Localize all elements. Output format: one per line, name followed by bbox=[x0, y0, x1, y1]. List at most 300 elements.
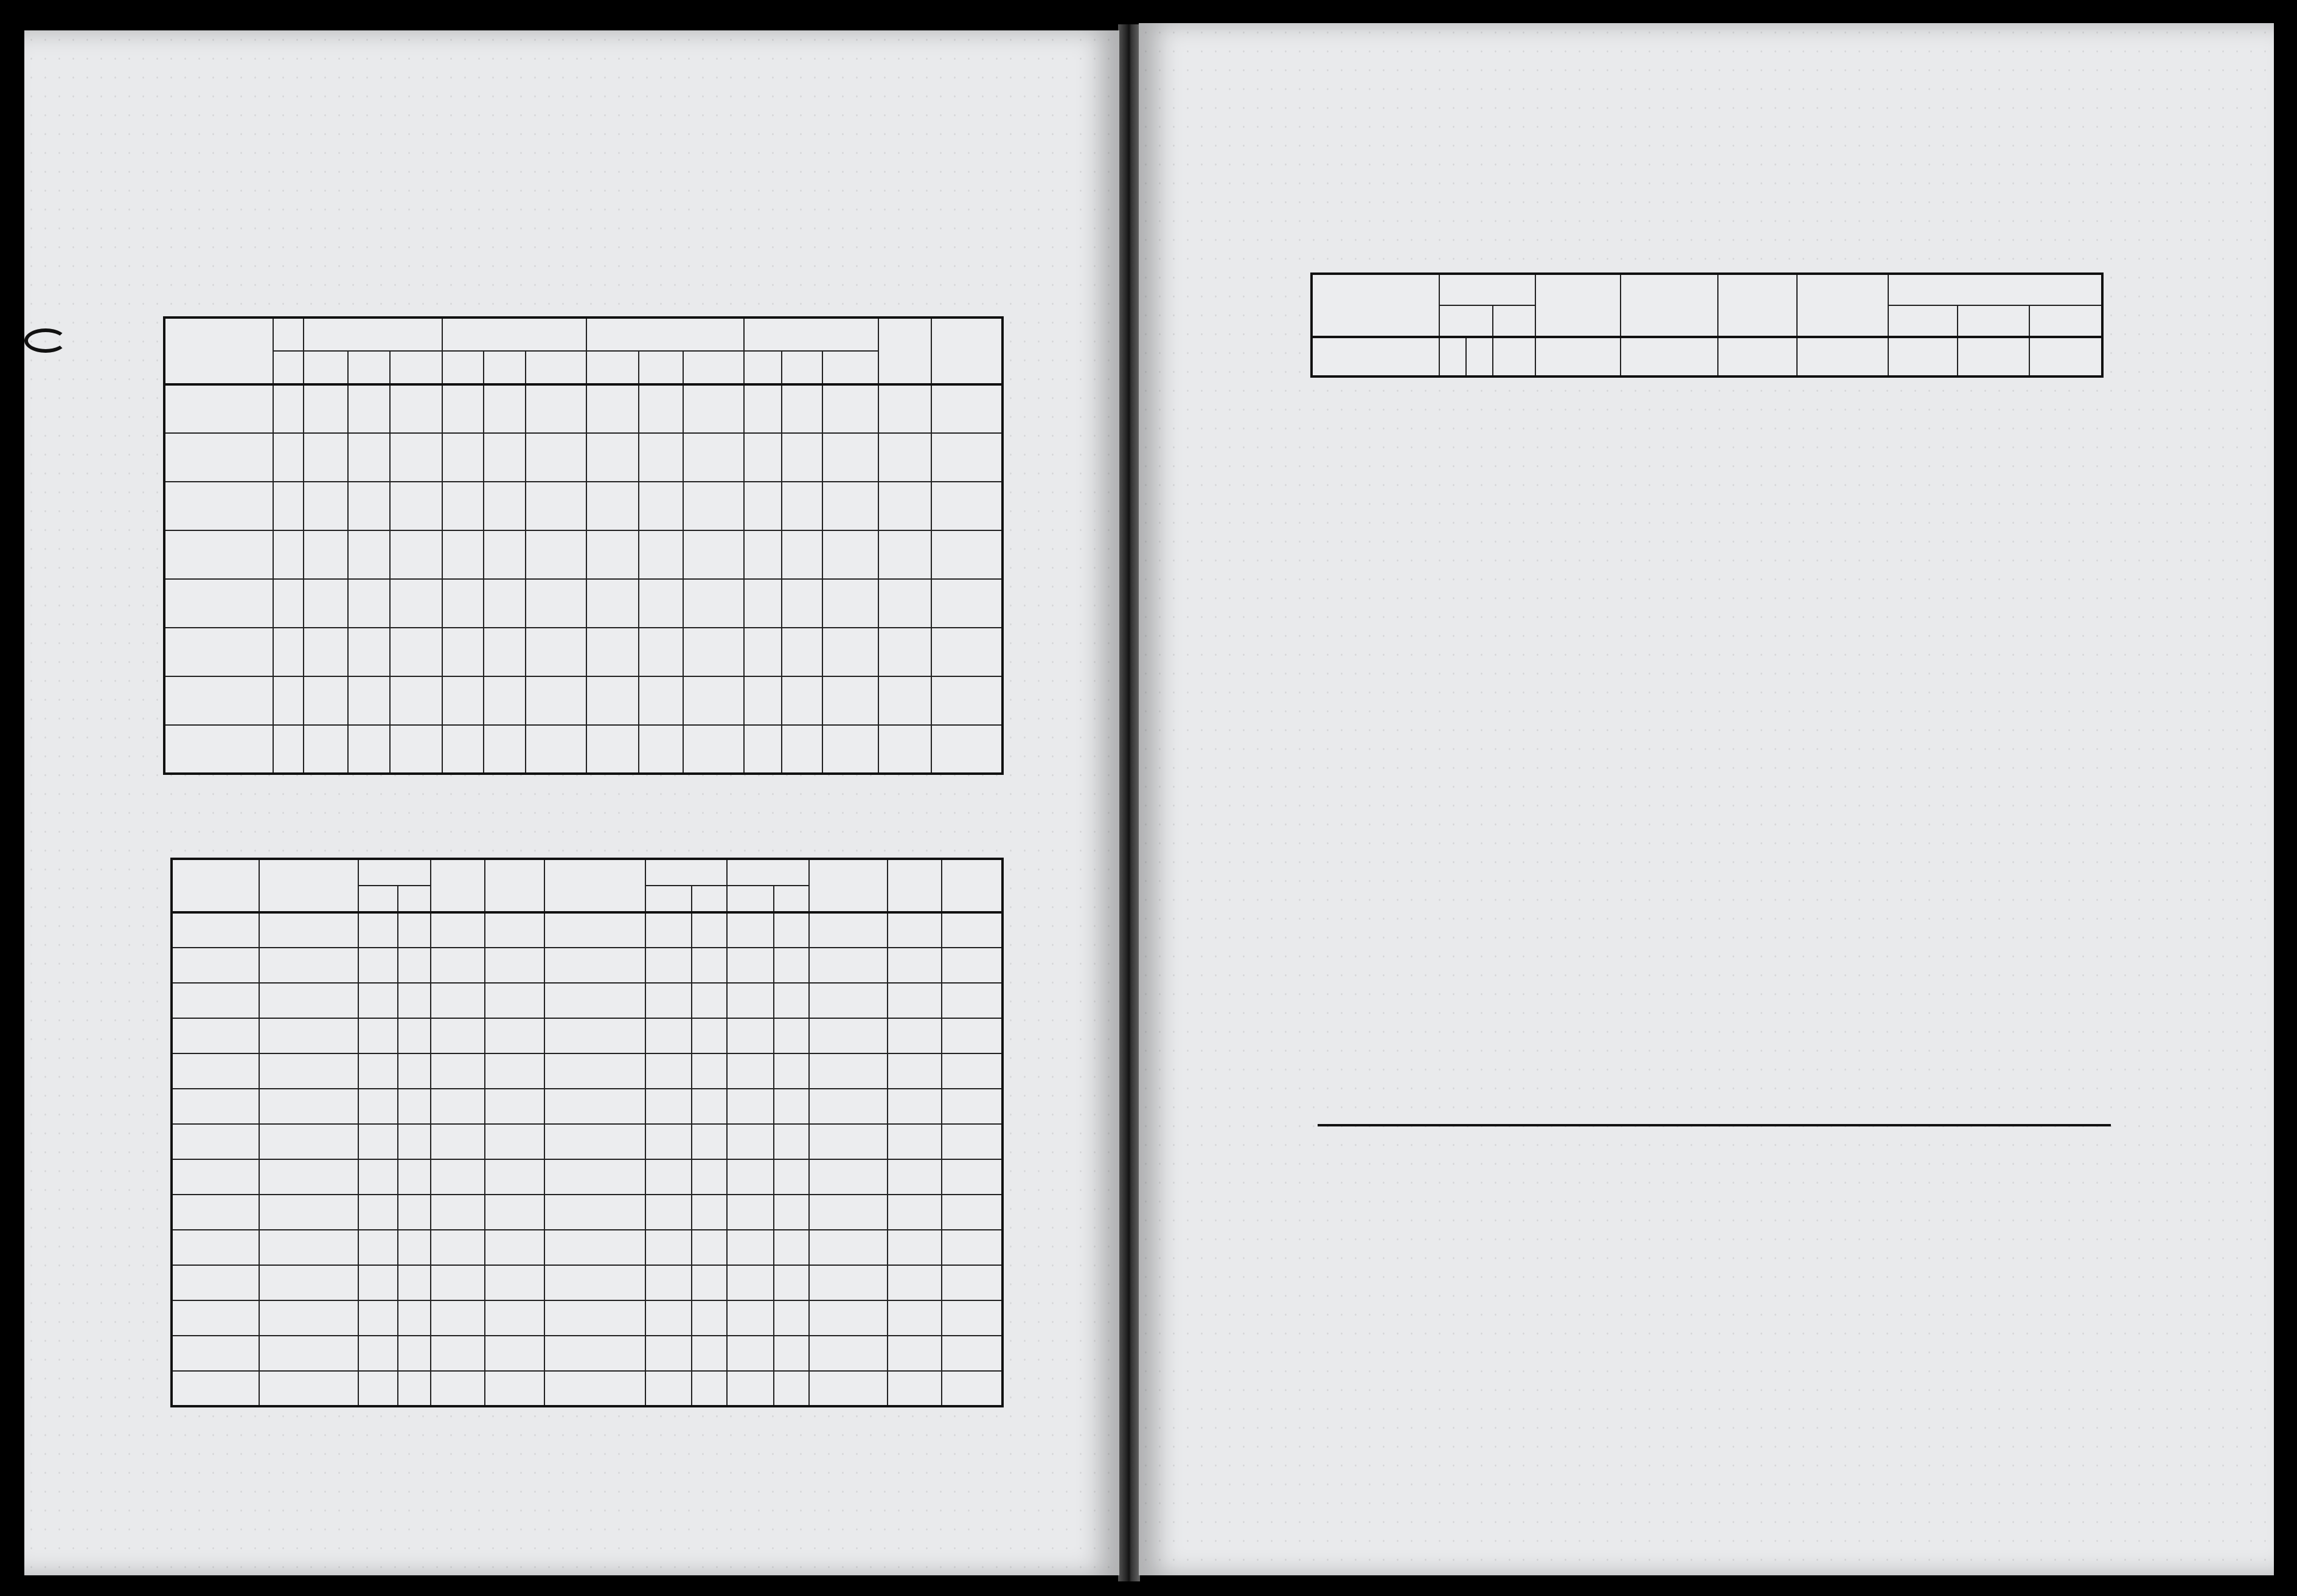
data-cell bbox=[586, 676, 638, 725]
district5-header bbox=[744, 317, 878, 351]
cell-shape bbox=[544, 983, 645, 1018]
cell-mp bbox=[692, 983, 728, 1018]
pier-header bbox=[774, 886, 810, 912]
data-cell bbox=[526, 676, 586, 725]
data-cell bbox=[526, 482, 586, 530]
shape-header bbox=[544, 859, 645, 912]
district1-header bbox=[304, 317, 442, 351]
cell-bg bbox=[727, 1195, 773, 1230]
data-cell bbox=[304, 530, 348, 579]
cell-len bbox=[431, 1195, 485, 1230]
data-cell bbox=[304, 579, 348, 628]
cell-note bbox=[942, 948, 1003, 983]
data-cell bbox=[744, 433, 782, 482]
per-meter-header bbox=[888, 859, 942, 912]
formation-header bbox=[1718, 274, 1797, 337]
row-label bbox=[164, 482, 273, 530]
cell-cnt bbox=[398, 1089, 431, 1124]
cell-cost bbox=[809, 983, 887, 1018]
table-row bbox=[164, 725, 1003, 774]
siding-length-header bbox=[1797, 274, 1888, 337]
platform-header bbox=[1888, 274, 2102, 305]
cell-shape bbox=[544, 1053, 645, 1089]
cell-bp bbox=[774, 1300, 810, 1336]
cell-len bbox=[431, 1018, 485, 1053]
cell-name bbox=[172, 1159, 259, 1195]
row-unit bbox=[273, 628, 304, 676]
table-row bbox=[164, 579, 1003, 628]
row-unit bbox=[273, 530, 304, 579]
data-cell bbox=[878, 676, 932, 725]
cell-mp bbox=[692, 1018, 728, 1053]
cell-shape bbox=[544, 1124, 645, 1159]
cell-cost bbox=[809, 948, 887, 983]
data-cell bbox=[822, 482, 878, 530]
cell-bp bbox=[774, 1265, 810, 1300]
cell-mg bbox=[645, 1371, 692, 1406]
cell-mg bbox=[645, 1195, 692, 1230]
row-unit bbox=[273, 433, 304, 482]
cell-mp bbox=[692, 1124, 728, 1159]
unit-cell bbox=[1312, 337, 1439, 376]
cell-cost bbox=[809, 1018, 887, 1053]
data-cell bbox=[348, 725, 390, 774]
data-cell bbox=[484, 725, 526, 774]
cell-cost bbox=[809, 1159, 887, 1195]
cell-shape bbox=[544, 1300, 645, 1336]
data-cell bbox=[442, 530, 484, 579]
cell-note bbox=[942, 1336, 1003, 1371]
cell-cnt bbox=[398, 1371, 431, 1406]
cell-skew bbox=[485, 1230, 544, 1265]
row-label bbox=[164, 530, 273, 579]
data-cell bbox=[390, 433, 442, 482]
district4-header bbox=[586, 317, 743, 351]
data-cell bbox=[526, 725, 586, 774]
cell-skew bbox=[485, 1018, 544, 1053]
cell-skew bbox=[485, 1124, 544, 1159]
data-cell bbox=[639, 628, 683, 676]
cell-name bbox=[172, 1336, 259, 1371]
data-cell bbox=[526, 579, 586, 628]
data-cell bbox=[782, 433, 822, 482]
data-cell bbox=[526, 628, 586, 676]
amount-header bbox=[390, 351, 442, 384]
cell-mg bbox=[645, 1124, 692, 1159]
data-cell bbox=[304, 433, 348, 482]
row-unit bbox=[273, 676, 304, 725]
cell-bp bbox=[774, 1195, 810, 1230]
price-header bbox=[348, 351, 390, 384]
table-row bbox=[164, 482, 1003, 530]
cell-pm bbox=[888, 1300, 942, 1336]
data-cell bbox=[878, 433, 932, 482]
data-cell bbox=[304, 482, 348, 530]
cell-pos bbox=[259, 1018, 358, 1053]
cell-bp bbox=[774, 1336, 810, 1371]
cell-pos bbox=[259, 1159, 358, 1195]
cell-span bbox=[358, 1018, 398, 1053]
data-cell bbox=[744, 579, 782, 628]
cell-cost bbox=[809, 1195, 887, 1230]
cell-name bbox=[172, 948, 259, 983]
cell-pos bbox=[259, 1124, 358, 1159]
cell-note bbox=[942, 1371, 1003, 1406]
note-header bbox=[942, 859, 1003, 912]
cell-span bbox=[358, 1300, 398, 1336]
table-row bbox=[172, 1336, 1003, 1371]
data-cell bbox=[782, 676, 822, 725]
cell-pm bbox=[888, 1195, 942, 1230]
cell-cnt bbox=[398, 1300, 431, 1336]
cell-bg bbox=[727, 1230, 773, 1265]
unit-cell bbox=[774, 912, 810, 948]
cell-name bbox=[172, 1230, 259, 1265]
cell-span bbox=[358, 1230, 398, 1265]
cell-span bbox=[358, 1195, 398, 1230]
cell-cnt bbox=[398, 1265, 431, 1300]
cell-mg bbox=[645, 1300, 692, 1336]
row-unit bbox=[273, 579, 304, 628]
table-row bbox=[164, 530, 1003, 579]
book-spine bbox=[1118, 24, 1140, 1581]
cell-span bbox=[358, 1053, 398, 1089]
cell-name bbox=[172, 1124, 259, 1159]
unit-cell bbox=[390, 384, 442, 433]
cell-span bbox=[358, 948, 398, 983]
cell-mp bbox=[692, 1371, 728, 1406]
data-cell bbox=[878, 530, 932, 579]
data-cell bbox=[782, 725, 822, 774]
data-cell bbox=[586, 433, 638, 482]
data-cell bbox=[683, 579, 744, 628]
district3-header bbox=[442, 317, 587, 351]
cell-cost bbox=[809, 1053, 887, 1089]
unit-cell bbox=[942, 912, 1003, 948]
cell-mg bbox=[645, 1336, 692, 1371]
data-cell bbox=[878, 628, 932, 676]
unit-cell bbox=[1888, 337, 1958, 376]
house-header bbox=[1493, 305, 1535, 337]
cell-shape bbox=[544, 1371, 645, 1406]
left-page bbox=[24, 30, 1119, 1575]
cell-mg bbox=[645, 1018, 692, 1053]
cell-bg bbox=[727, 1124, 773, 1159]
unit-header-2 bbox=[273, 351, 304, 384]
data-cell bbox=[782, 628, 822, 676]
cargo-header bbox=[2029, 305, 2102, 337]
cell-mg bbox=[645, 1089, 692, 1124]
unit-cell bbox=[822, 384, 878, 433]
bridge-name-header bbox=[172, 859, 259, 912]
unit-cell bbox=[431, 912, 485, 948]
table-row bbox=[172, 1053, 1003, 1089]
row-label bbox=[164, 725, 273, 774]
data-cell bbox=[683, 530, 744, 579]
cell-len bbox=[431, 1053, 485, 1089]
cell-mg bbox=[645, 1230, 692, 1265]
unit-cell bbox=[358, 912, 398, 948]
cell-len bbox=[431, 1336, 485, 1371]
unit-cell bbox=[259, 912, 358, 948]
cell-pos bbox=[259, 948, 358, 983]
cell-name bbox=[172, 1053, 259, 1089]
unit-cell bbox=[172, 912, 259, 948]
data-cell bbox=[484, 433, 526, 482]
unit-cell bbox=[782, 384, 822, 433]
data-cell bbox=[744, 725, 782, 774]
cell-name bbox=[172, 1300, 259, 1336]
data-cell bbox=[348, 676, 390, 725]
data-cell bbox=[878, 482, 932, 530]
station-position-header bbox=[1535, 274, 1621, 337]
cell-cost bbox=[809, 1230, 887, 1265]
cell-shape bbox=[544, 1089, 645, 1124]
data-cell bbox=[782, 530, 822, 579]
unit-cell bbox=[888, 912, 942, 948]
cell-shape bbox=[544, 1230, 645, 1265]
cell-mp bbox=[692, 948, 728, 983]
data-cell bbox=[822, 676, 878, 725]
binding-mark bbox=[24, 328, 67, 353]
cell-bg bbox=[727, 1159, 773, 1195]
data-cell bbox=[348, 482, 390, 530]
data-cell bbox=[586, 725, 638, 774]
unit-cell bbox=[1466, 337, 1493, 376]
data-cell bbox=[586, 628, 638, 676]
table-row bbox=[164, 433, 1003, 482]
unit-cell bbox=[1797, 337, 1888, 376]
table-row bbox=[172, 1089, 1003, 1124]
row-label bbox=[164, 433, 273, 482]
cell-cost bbox=[809, 1089, 887, 1124]
data-cell bbox=[484, 628, 526, 676]
cell-pos bbox=[259, 1336, 358, 1371]
table-row bbox=[172, 948, 1003, 983]
unit-cell bbox=[683, 384, 744, 433]
cell-skew bbox=[485, 1371, 544, 1406]
cell-mp bbox=[692, 1230, 728, 1265]
cell-pos bbox=[259, 1371, 358, 1406]
span-header bbox=[358, 859, 431, 886]
unit-cell bbox=[727, 912, 773, 948]
girder-header bbox=[727, 886, 773, 912]
data-cell bbox=[348, 579, 390, 628]
skew-header bbox=[485, 859, 544, 912]
cell-mp bbox=[692, 1265, 728, 1300]
cell-span bbox=[358, 1336, 398, 1371]
cell-span bbox=[358, 1089, 398, 1124]
cell-cnt bbox=[398, 1230, 431, 1265]
cell-note bbox=[942, 1089, 1003, 1124]
cell-cnt bbox=[398, 983, 431, 1018]
cell-len bbox=[431, 948, 485, 983]
cell-bp bbox=[774, 1230, 810, 1265]
cell-pm bbox=[888, 1159, 942, 1195]
data-cell bbox=[484, 676, 526, 725]
data-cell bbox=[484, 482, 526, 530]
unit-cell bbox=[485, 912, 544, 948]
cell-span bbox=[358, 1371, 398, 1406]
cell-cost bbox=[809, 1124, 887, 1159]
cell-note bbox=[942, 1300, 1003, 1336]
unit-cell bbox=[1958, 337, 2029, 376]
cell-pm bbox=[888, 948, 942, 983]
cell-pm bbox=[888, 1371, 942, 1406]
cell-pm bbox=[888, 1336, 942, 1371]
table-row bbox=[172, 1230, 1003, 1265]
cell-bp bbox=[774, 1371, 810, 1406]
cell-len bbox=[431, 983, 485, 1018]
data-cell bbox=[348, 433, 390, 482]
cell-shape bbox=[544, 1336, 645, 1371]
cell-mg bbox=[645, 983, 692, 1018]
data-cell bbox=[744, 628, 782, 676]
cell-len bbox=[431, 1089, 485, 1124]
cell-pm bbox=[888, 1089, 942, 1124]
cell-cnt bbox=[398, 1124, 431, 1159]
data-cell bbox=[931, 433, 1003, 482]
cell-skew bbox=[485, 1053, 544, 1089]
bridge-table bbox=[170, 858, 1004, 1407]
bridge-position-header bbox=[259, 859, 358, 912]
data-cell bbox=[390, 530, 442, 579]
row-label bbox=[164, 579, 273, 628]
cost-header bbox=[809, 859, 887, 912]
unit-cell bbox=[442, 384, 484, 433]
unit-cell bbox=[2029, 337, 2102, 376]
qty-header bbox=[744, 351, 782, 384]
cell-cost bbox=[809, 1371, 887, 1406]
cell-note bbox=[942, 1265, 1003, 1300]
cell-pos bbox=[259, 1230, 358, 1265]
unit-cell bbox=[744, 384, 782, 433]
cell-skew bbox=[485, 1089, 544, 1124]
cell-pos bbox=[259, 1300, 358, 1336]
cell-shape bbox=[544, 1265, 645, 1300]
cell-shape bbox=[544, 948, 645, 983]
data-cell bbox=[639, 676, 683, 725]
span-m-header bbox=[358, 886, 398, 912]
corrugated-pipe-table bbox=[163, 316, 1004, 775]
cell-shape bbox=[544, 1159, 645, 1195]
data-cell bbox=[683, 628, 744, 676]
cell-mp bbox=[692, 1336, 728, 1371]
cell-cnt bbox=[398, 1053, 431, 1089]
cell-bg bbox=[727, 1089, 773, 1124]
cell-mg bbox=[645, 948, 692, 983]
cell-skew bbox=[485, 1265, 544, 1300]
cell-bp bbox=[774, 983, 810, 1018]
cell-cnt bbox=[398, 1159, 431, 1195]
data-cell bbox=[390, 628, 442, 676]
cell-pm bbox=[888, 1018, 942, 1053]
table-row bbox=[172, 1371, 1003, 1406]
qty-header bbox=[304, 351, 348, 384]
data-cell bbox=[348, 530, 390, 579]
table-row bbox=[172, 1018, 1003, 1053]
unit-cell bbox=[164, 384, 273, 433]
material-header bbox=[645, 859, 728, 886]
span-length-header bbox=[431, 859, 485, 912]
cell-pos bbox=[259, 1195, 358, 1230]
cell-note bbox=[942, 1018, 1003, 1053]
cell-pos bbox=[259, 1265, 358, 1300]
table-row bbox=[172, 1124, 1003, 1159]
data-cell bbox=[390, 482, 442, 530]
cell-skew bbox=[485, 1300, 544, 1336]
data-cell bbox=[744, 482, 782, 530]
data-cell bbox=[526, 530, 586, 579]
unit-cell bbox=[1621, 337, 1718, 376]
data-cell bbox=[878, 579, 932, 628]
data-cell bbox=[304, 725, 348, 774]
cell-mp bbox=[692, 1300, 728, 1336]
station-table bbox=[1310, 272, 2104, 378]
unit-cell bbox=[348, 384, 390, 433]
data-cell bbox=[586, 482, 638, 530]
cell-cnt bbox=[398, 948, 431, 983]
cell-len bbox=[431, 1300, 485, 1336]
cell-cost bbox=[809, 1300, 887, 1336]
cell-len bbox=[431, 1265, 485, 1300]
data-cell bbox=[878, 725, 932, 774]
unit-cell bbox=[645, 912, 692, 948]
cell-bp bbox=[774, 1018, 810, 1053]
cell-skew bbox=[485, 1195, 544, 1230]
data-cell bbox=[526, 433, 586, 482]
unit-cell bbox=[1493, 337, 1535, 376]
unit-cell bbox=[809, 912, 887, 948]
cell-cnt bbox=[398, 1195, 431, 1230]
data-cell bbox=[931, 530, 1003, 579]
cell-len bbox=[431, 1124, 485, 1159]
data-cell bbox=[442, 579, 484, 628]
cell-note bbox=[942, 1195, 1003, 1230]
platform-material-header bbox=[1888, 305, 1958, 337]
table-row bbox=[172, 1195, 1003, 1230]
unit-row bbox=[172, 912, 1003, 948]
data-cell bbox=[822, 725, 878, 774]
data-cell bbox=[348, 628, 390, 676]
data-cell bbox=[822, 433, 878, 482]
cell-pos bbox=[259, 1089, 358, 1124]
data-cell bbox=[390, 579, 442, 628]
cell-bg bbox=[727, 1265, 773, 1300]
distance-header bbox=[1621, 274, 1718, 337]
cell-note bbox=[942, 1230, 1003, 1265]
cell-mg bbox=[645, 1159, 692, 1195]
data-cell bbox=[586, 530, 638, 579]
cell-name bbox=[172, 1195, 259, 1230]
data-cell bbox=[442, 628, 484, 676]
data-cell bbox=[442, 433, 484, 482]
cell-bg bbox=[727, 1053, 773, 1089]
row-label bbox=[164, 628, 273, 676]
cell-note bbox=[942, 983, 1003, 1018]
cell-pm bbox=[888, 983, 942, 1018]
data-cell bbox=[931, 725, 1003, 774]
cell-bp bbox=[774, 1124, 810, 1159]
cement-table bbox=[1318, 1124, 2111, 1126]
station-name-header bbox=[1312, 274, 1439, 337]
data-cell bbox=[822, 628, 878, 676]
unit-cell bbox=[1439, 337, 1466, 376]
data-cell bbox=[442, 725, 484, 774]
data-cell bbox=[442, 482, 484, 530]
foundation-header bbox=[727, 859, 809, 886]
unit-cell bbox=[273, 384, 304, 433]
